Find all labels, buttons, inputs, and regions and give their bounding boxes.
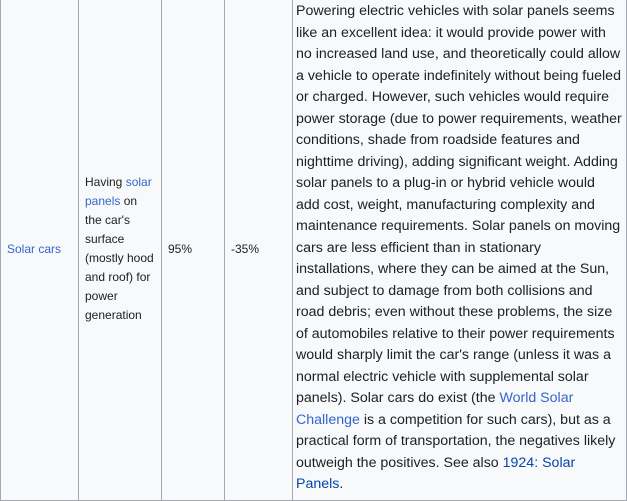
percent-cell [162,0,225,501]
notes-cell [293,0,627,501]
table-row [1,0,627,501]
world-solar-challenge-link[interactable]: World Solar Challenge [296,390,574,428]
notes-text-2: is a competition for such cars), but as a practical form of transportation, the negatives likely outweigh the positives. See also [296,411,616,471]
description-text-after: on the car's surface (mostly hood and roof) for power generation [85,194,154,322]
solar-cars-link[interactable]: Solar cars [7,242,62,256]
solar-panels-link[interactable]: solar panels [85,175,152,208]
description-cell [79,0,162,501]
name-cell [1,0,79,501]
solar-panels-1924-link[interactable]: 1924: Solar Panels [296,454,576,492]
notes-text-1: Powering electric vehicles with solar panels seems like an excellent idea: it would provide power with no increased land use, and theoretically could allow a vehicle to operate indefinitely without being fueled or charged. However, such vehicles would require power storage (due to power requirements, weather conditions, shade from roadside features and nighttime driving), adding significant weight. Adding solar panels to a plug-in or hybrid vehicle would add cost, weight, manufacturing complexity and maintenance requirements. Solar panels on moving cars are less efficient than in stationary installations, where they can be aimed at the Sun, and subject to damage from both collisions and road debris; even without these problems, the size of automobiles relative to their power requirements would sharply limit the car's range (unless it was a normal electric vehicle with supplemental solar panels). Solar cars do exist (the [296,3,622,406]
percent-value: 95% [168,242,193,256]
description-text-before: Having [85,175,126,189]
change-cell [225,0,293,501]
change-value: -35% [231,242,260,256]
notes-text-3: . [339,476,344,492]
